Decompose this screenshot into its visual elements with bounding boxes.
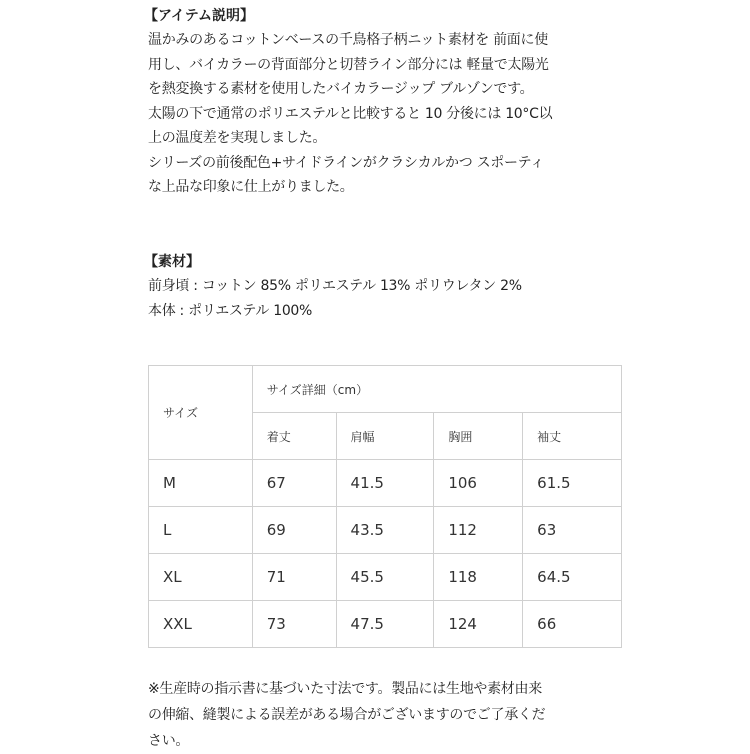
description-line: 太陽の下で通常のポリエステルと比較すると 10 分後には 10°C以 xyxy=(148,105,553,122)
item-description-text xyxy=(148,28,628,200)
description-line: 用し、バイカラーの背面部分と切替ライン部分には 軽量で太陽光 xyxy=(148,56,549,73)
column-header-shoulder: 肩幅 xyxy=(336,413,434,460)
table-cell: 124 xyxy=(434,601,523,648)
description-line: な上品な印象に仕上がりました。 xyxy=(148,179,354,195)
table-cell: 69 xyxy=(252,507,336,554)
table-cell: 43.5 xyxy=(336,507,434,554)
column-header-sleeve: 袖丈 xyxy=(523,413,622,460)
material-text xyxy=(148,274,628,323)
table-cell: 118 xyxy=(434,554,523,601)
size-column-header: サイズ xyxy=(149,366,253,460)
size-label: XL xyxy=(149,554,253,601)
table-cell: 112 xyxy=(434,507,523,554)
description-line: シリーズの前後配色+サイドラインがクラシカルかつ スポーティ xyxy=(148,154,544,171)
measurement-note xyxy=(148,676,628,754)
description-line: 温かみのあるコットンベースの千鳥格子柄ニット素材を 前面に使 xyxy=(148,32,548,48)
table-cell: 45.5 xyxy=(336,554,434,601)
table-cell: 71 xyxy=(252,554,336,601)
material-line-front: 前身頃 : コットン 85% ポリエステル 13% ポリウレタン 2% xyxy=(148,278,522,294)
size-detail-header: サイズ詳細（cm） xyxy=(252,366,621,413)
material-line-body: 本体 : ポリエステル 100% xyxy=(148,302,313,319)
size-label: L xyxy=(149,507,253,554)
material-heading: 【素材】 xyxy=(144,254,200,270)
table-cell: 66 xyxy=(523,601,622,648)
column-header-length: 着丈 xyxy=(252,413,336,460)
column-header-chest: 胸囲 xyxy=(434,413,523,460)
table-row xyxy=(149,460,622,507)
table-row xyxy=(149,554,622,601)
table-cell: 106 xyxy=(434,460,523,507)
note-line: の伸縮、縫製による誤差がある場合がございますのでご了承くだ xyxy=(148,707,546,723)
table-cell: 63 xyxy=(523,507,622,554)
size-label: XXL xyxy=(149,601,253,648)
note-line: さい。 xyxy=(148,733,190,749)
note-line: ※生産時の指示書に基づいた寸法です。製品には生地や素材由来 xyxy=(148,681,542,697)
item-description-heading: 【アイテム説明】 xyxy=(144,8,255,24)
table-cell: 64.5 xyxy=(523,554,622,601)
size-label: M xyxy=(149,460,253,507)
table-cell: 47.5 xyxy=(336,601,434,648)
table-cell: 41.5 xyxy=(336,460,434,507)
material-section xyxy=(144,250,628,323)
table-cell: 67 xyxy=(252,460,336,507)
item-description-section xyxy=(144,4,628,200)
table-row xyxy=(149,601,622,648)
description-line: 上の温度差を実現しました。 xyxy=(148,130,327,146)
description-line: を熱変換する素材を使用したバイカラージップ ブルゾンです。 xyxy=(148,81,534,97)
table-cell: 61.5 xyxy=(523,460,622,507)
table-cell: 73 xyxy=(252,601,336,648)
size-table xyxy=(148,365,622,648)
table-row xyxy=(149,507,622,554)
size-table-header-row xyxy=(149,366,622,413)
